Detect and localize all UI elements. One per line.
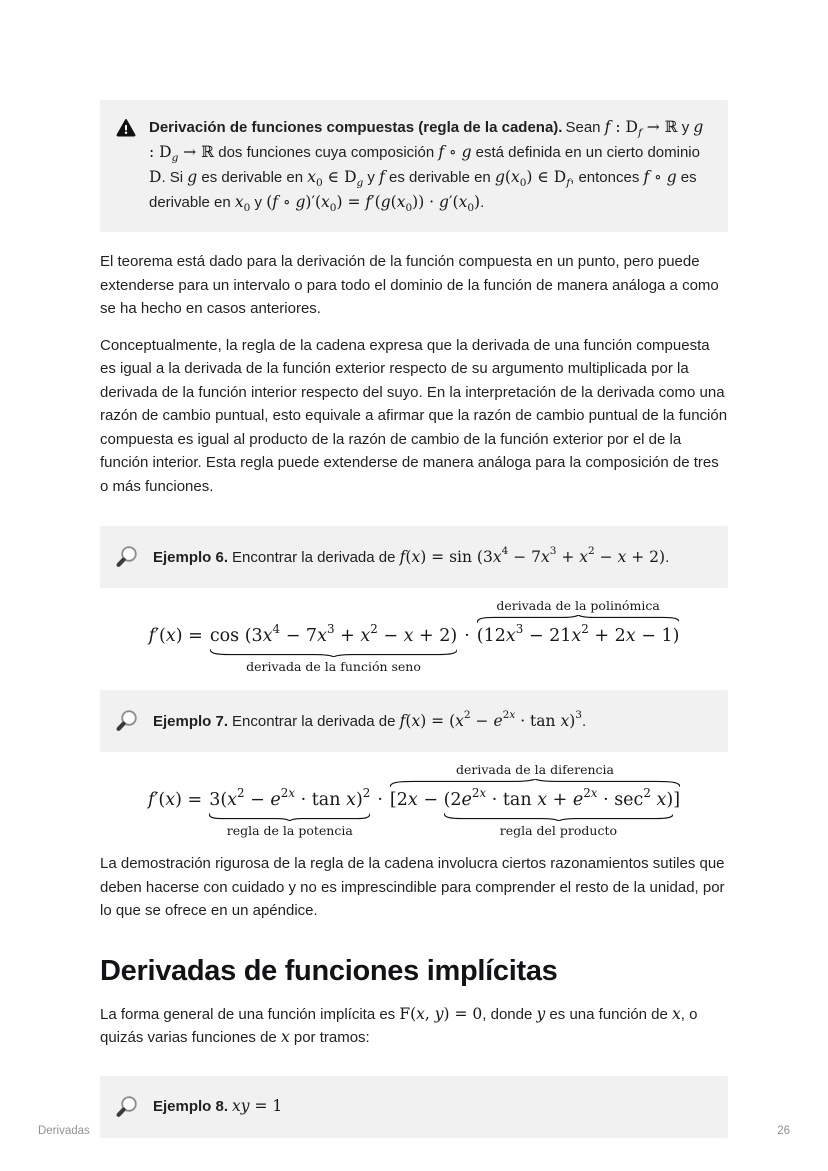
formula-term-difference — [389, 762, 681, 838]
formula-term-main — [389, 785, 681, 838]
multiplication-dot: · — [377, 790, 383, 810]
underbrace-label: regla del producto — [499, 823, 618, 838]
example-text — [153, 546, 669, 569]
example-text — [153, 1095, 282, 1118]
formula-example-7 — [100, 754, 728, 846]
paragraph-rigorous-proof: La demostración rigurosa de la regla de la cadena involucra ciertos razonamientos sutiles que deben hacerse con cuidado y no es imprescindible para comprender el resto de la unidad, por lo que se ofrece en un apéndice. — [100, 855, 725, 919]
formula-bracket-close: ] — [673, 790, 681, 810]
formula-lhs: f′(x) = — [147, 790, 203, 810]
paragraph-conceptual-explanation: Conceptualmente, la regla de la cadena expresa que la derivada de una función compuesta es igual a la derivada de la función exterior respecto de su argumento multiplicada por la derivada de la función interior respecto del suyo. En la interpretación de la derivada como una razón de cambio puntual, esto equivale a afirmar que la razón de cambio puntual de la función compuesta es igual al producto de la razón de cambio de la función exterior por el de la función interior. Esta regla puede extenderse de manera análoga para la composición de tres o más funciones. — [100, 336, 728, 495]
underbrace — [444, 813, 674, 821]
overbrace-label: derivada de la diferencia — [455, 762, 614, 777]
page-footer — [0, 1125, 828, 1137]
callout-title: Derivación de funciones compuestas (regla de la cadena). — [149, 119, 563, 136]
underbrace — [209, 813, 370, 821]
formula-example-6 — [100, 590, 728, 682]
example-statement: xy = 1 — [232, 1097, 283, 1115]
formula-term-power — [209, 785, 371, 838]
formula-term-cos — [209, 621, 458, 674]
section-heading: Derivadas de funciones implícitas — [100, 954, 558, 987]
overbrace — [477, 615, 680, 623]
example-7-box — [100, 690, 728, 752]
formula-term-product — [443, 785, 674, 838]
callout-body: Sean f : $D_f$ → ℝ y g : $D_g$ → ℝ dos funciones cuya composición f ∘ g está definida en un cierto dominio D. Si g es derivable en $x_0$ ∈ $D_g$ y f es derivable en $g(x_0)$ ∈ $D_f$, entonces f ∘ g es derivable en $x_0$ y (f ∘ $g)'(x_0) = f'(g(x_0)) \cdot g'(x_0)$. — [149, 118, 704, 215]
footer-doc-title: Derivadas — [38, 1125, 90, 1137]
paragraph-implicit-intro: La forma general de una función implícita es F(x, y) = 0, donde y es una función de x, o quizás varias funciones de x por tramos: — [100, 1004, 698, 1046]
example-label: Ejemplo 7. — [153, 712, 229, 730]
formula-bracket-open: [2x − — [389, 790, 444, 810]
magnifier-icon — [114, 708, 140, 734]
example-label: Ejemplo 8. — [153, 1098, 229, 1115]
example-text — [153, 710, 586, 733]
formula-term-polynomial — [476, 598, 680, 646]
formula-term-main: $\cos (3x^4 - 7x^3 + x^2 - x + 2)$ — [209, 621, 458, 646]
formula-term-main: $(2e^{2x} \cdot \tan x + e^{2x} \cdot \sec^2 x)$ — [443, 785, 674, 810]
paragraph-theorem-extension: El teorema está dado para la derivación de la función compuesta en un punto, pero puede extenderse para un intervalo o para todo el dominio de la función de manera análoga a como se ha hecho en casos anteriores. — [100, 253, 719, 317]
example-statement: Encontrar la derivada de $f(x) = (x^2 - e^{2x} \cdot \tan x)^3$. — [232, 709, 587, 730]
overbrace-label: derivada de la polinómica — [496, 598, 660, 613]
example-label: Ejemplo 6. — [153, 548, 229, 566]
underbrace-label: derivada de la función seno — [246, 659, 421, 674]
underbrace — [210, 649, 457, 657]
formula-lhs: f′(x) = — [148, 626, 203, 646]
callout-text — [149, 115, 710, 215]
example-statement: Encontrar la derivada de $f(x) = \sin (3x^4 - 7x^3 + x^2 - x + 2)$. — [232, 545, 670, 566]
footer-page-number: 26 — [777, 1125, 790, 1137]
warning-icon — [115, 117, 137, 139]
magnifier-icon — [114, 1094, 140, 1120]
overbrace — [390, 779, 680, 787]
chain-rule-callout — [100, 100, 728, 232]
formula-term-main: $3(x^2 - e^{2x} \cdot \tan x)^2$ — [209, 785, 371, 810]
formula-term-main: $(12x^3 - 21x^2 + 2x - 1)$ — [476, 621, 680, 646]
example-6-box — [100, 526, 728, 588]
multiplication-dot: · — [464, 626, 470, 646]
magnifier-icon — [114, 544, 140, 570]
underbrace-label: regla de la potencia — [226, 823, 353, 838]
